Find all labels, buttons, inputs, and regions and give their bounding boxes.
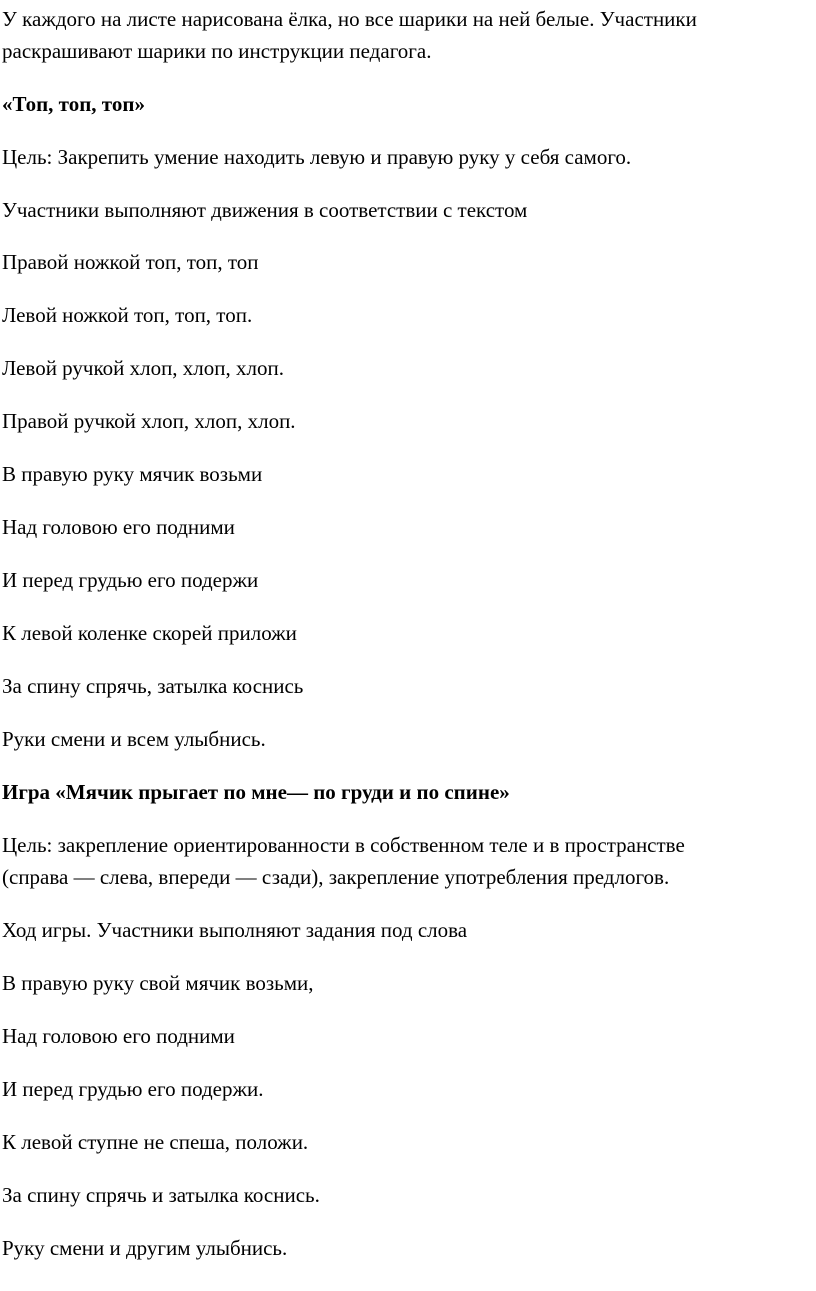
game2-verse-line: В правую руку свой мячик возьми, xyxy=(2,971,314,995)
game1-instruction: Участники выполняют движения в соответствии с текстом xyxy=(2,198,528,222)
game2-verse-line: За спину спрячь и затылка коснись. xyxy=(2,1183,320,1207)
game1-goal: Цель: Закрепить умение находить левую и правую руку у себя самого. xyxy=(2,145,632,169)
game1-verse-line: Руки смени и всем улыбнись. xyxy=(2,727,266,751)
game1-verse-line: За спину спрячь, затылка коснись xyxy=(2,674,304,698)
game1-verse-line: И перед грудью его подержи xyxy=(2,568,259,592)
game2-instruction: Ход игры. Участники выполняют задания под слова xyxy=(2,918,468,942)
game1-verse-line: К левой коленке скорей приложи xyxy=(2,621,297,645)
game2-verse-line: Руку смени и другим улыбнись. xyxy=(2,1236,288,1260)
game2-verse-line: И перед грудью его подержи. xyxy=(2,1077,264,1101)
game2-title: Игра «Мячик прыгает по мне— по груди и по спине» xyxy=(2,780,510,804)
game1-verse-line: Над головою его подними xyxy=(2,515,235,539)
game1-verse-line: В правую руку мячик возьми xyxy=(2,462,263,486)
intro-line: У каждого на листе нарисована ёлка, но все шарики на ней белые. Участники xyxy=(2,7,697,31)
game2-goal-line: Цель: закрепление ориентированности в собственном теле и в пространстве xyxy=(2,833,685,857)
game2-verse-line: К левой ступне не спеша, положи. xyxy=(2,1130,309,1154)
game1-title: «Топ, топ, топ» xyxy=(2,92,145,116)
game1-verse-line: Правой ножкой топ, топ, топ xyxy=(2,250,259,274)
game2-verse-line: Над головою его подними xyxy=(2,1024,235,1048)
game1-verse-line: Правой ручкой хлоп, хлоп, хлоп. xyxy=(2,409,296,433)
game1-verse-line: Левой ручкой хлоп, хлоп, хлоп. xyxy=(2,356,284,380)
intro-line: раскрашивают шарики по инструкции педагога. xyxy=(2,39,432,63)
game1-verse-line: Левой ножкой топ, топ, топ. xyxy=(2,303,253,327)
game2-goal-line: (справа — слева, впереди — сзади), закрепление употребления предлогов. xyxy=(2,865,670,889)
